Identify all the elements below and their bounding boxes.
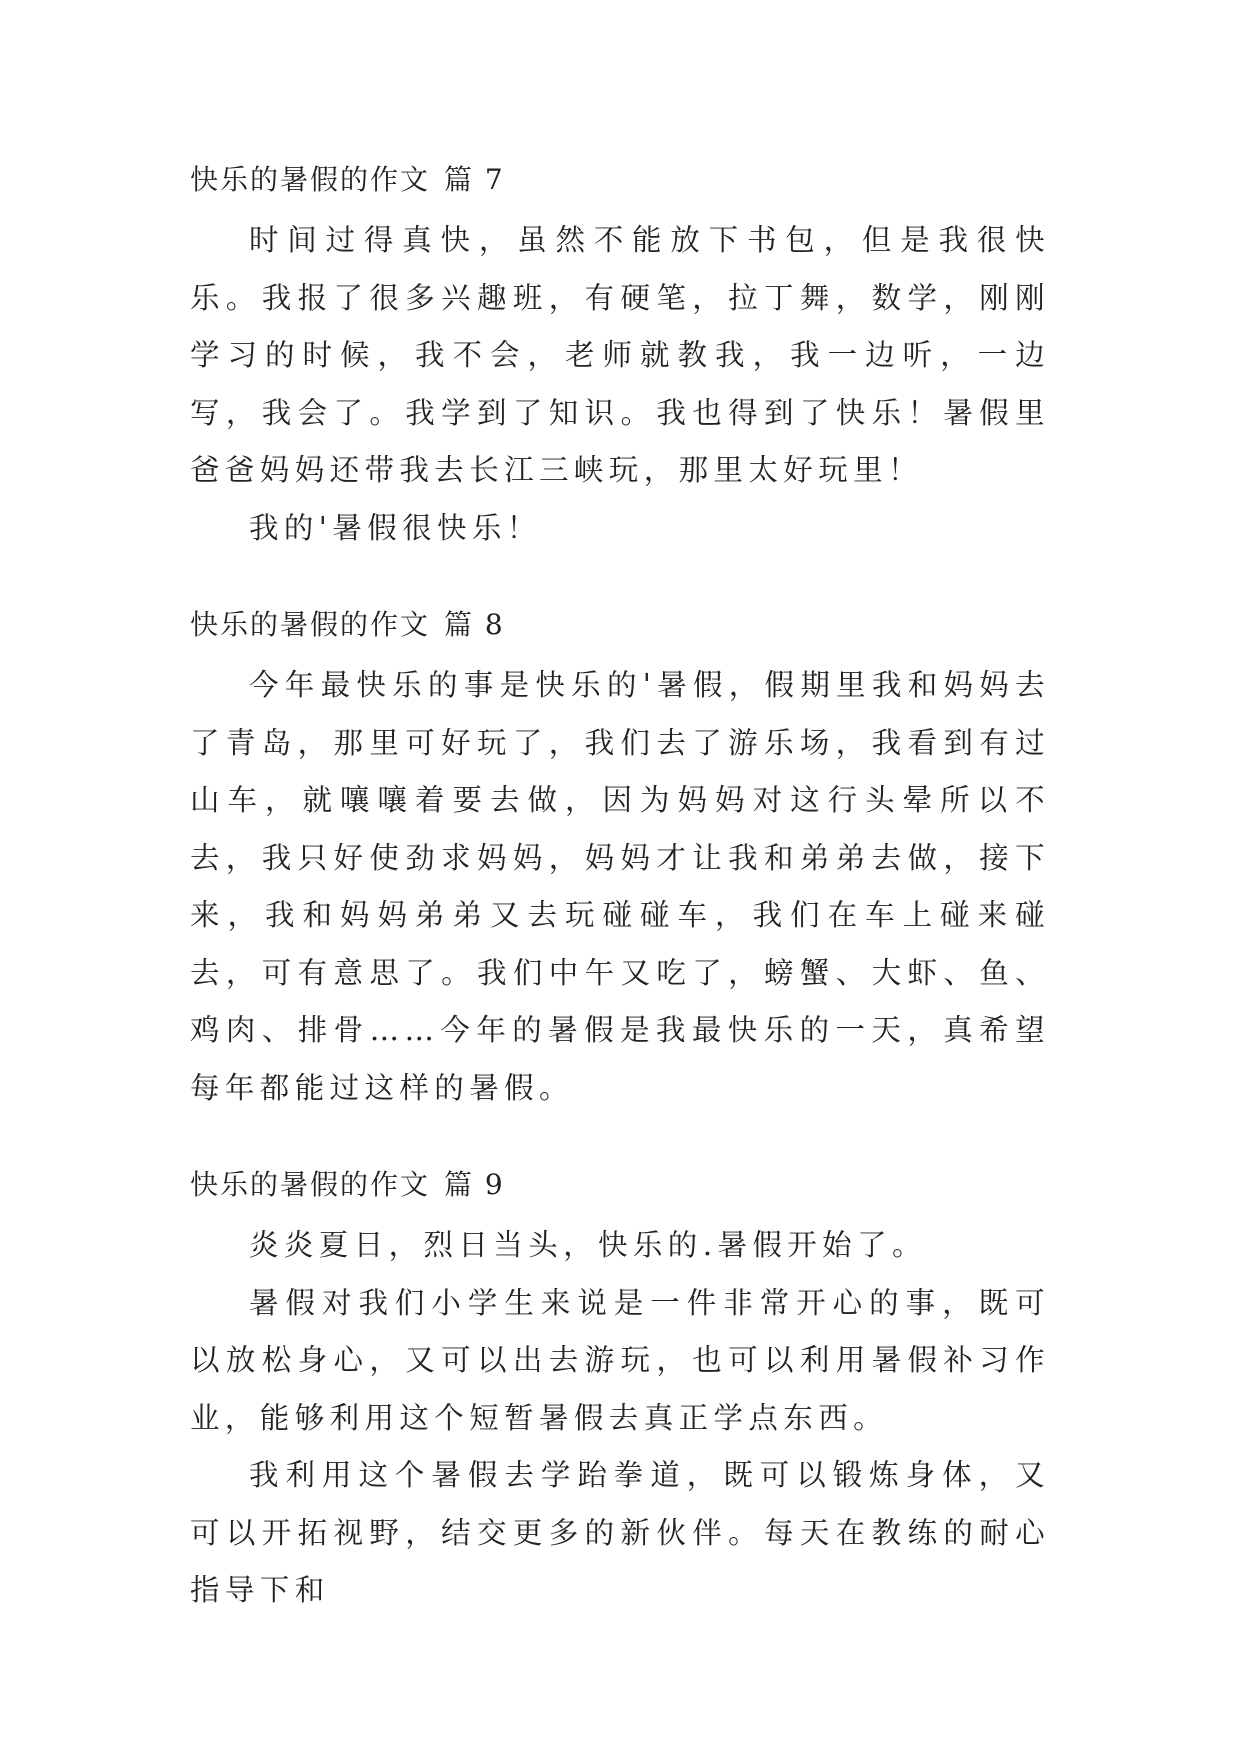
paragraph: 暑假对我们小学生来说是一件非常开心的事，既可以放松身心，又可以出去游玩，也可以利用暑假补习作业，能够利用这个短暂暑假去真正学点东西。	[190, 1285, 1050, 1435]
essay-section-9	[190, 1165, 1050, 1620]
document-body	[190, 160, 1050, 1620]
section-number: 篇 7	[444, 163, 505, 196]
paragraph: 时间过得真快，虽然不能放下书包，但是我很快乐。我报了很多兴趣班，有硬笔，拉丁舞，数学，刚刚学习的时候，我不会，老师就教我，我一边听，一边写，我会了。我学到了知识。我也得到了快乐！暑假里爸爸妈妈还带我去长江三峡玩，那里太好玩里！	[190, 223, 1050, 487]
essay-section-8	[190, 605, 1050, 1117]
section-heading	[190, 160, 1050, 200]
section-heading	[190, 1165, 1050, 1205]
essay-section-7	[190, 160, 1050, 557]
section-number: 篇 9	[444, 1168, 505, 1201]
section-title: 快乐的暑假的作文	[190, 608, 431, 641]
section-number: 篇 8	[444, 608, 505, 641]
paragraph: 我的'暑假很快乐！	[249, 510, 542, 545]
section-title: 快乐的暑假的作文	[190, 1168, 431, 1201]
section-title: 快乐的暑假的作文	[190, 163, 431, 196]
paragraph: 今年最快乐的事是快乐的'暑假，假期里我和妈妈去了青岛，那里可好玩了，我们去了游乐场，我看到有过山车，就嚷嚷着要去做，因为妈妈对这行头晕所以不去，我只好使劲求妈妈，妈妈才让我和弟弟去做，接下来，我和妈妈弟弟又去玩碰碰车，我们在车上碰来碰去，可有意思了。我们中午又吃了，螃蟹、大虾、鱼、鸡肉、排骨……今年的暑假是我最快乐的一天，真希望每年都能过这样的暑假。	[190, 668, 1050, 1105]
paragraph: 炎炎夏日，烈日当头，快乐的.暑假开始了。	[249, 1228, 927, 1262]
section-heading	[190, 605, 1050, 645]
paragraph: 我利用这个暑假去学跆拳道，既可以锻炼身体，又可以开拓视野，结交更多的新伙伴。每天在教练的耐心指导下和	[190, 1458, 1050, 1607]
